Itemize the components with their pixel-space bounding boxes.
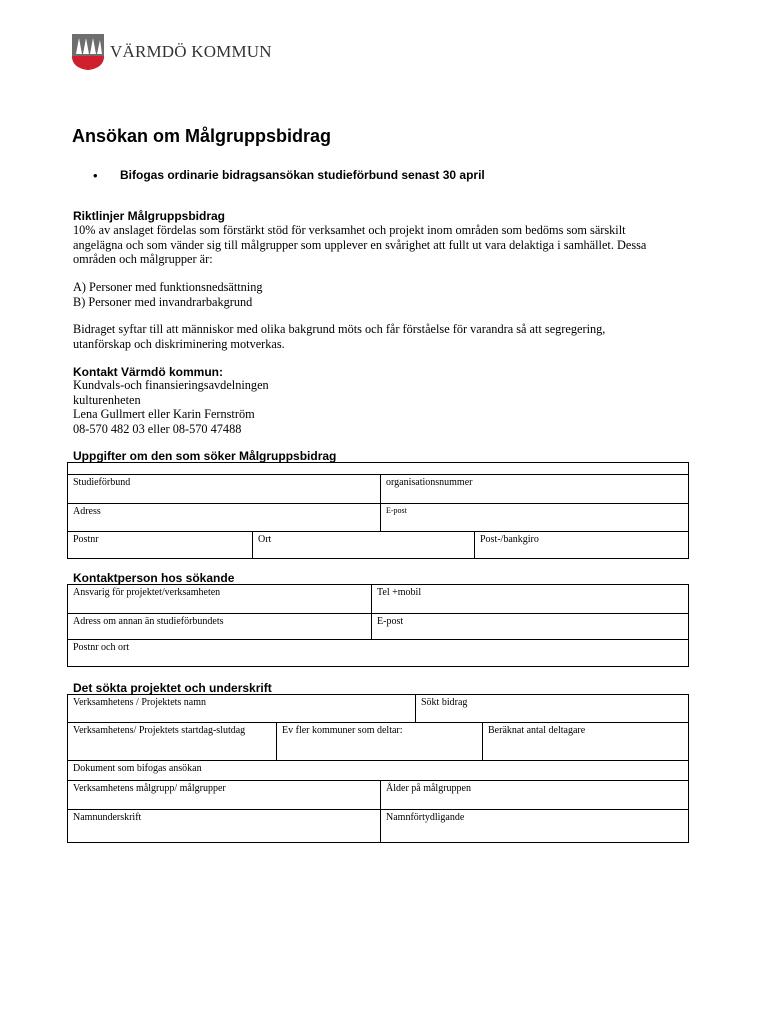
form-row <box>68 585 688 614</box>
form-top-row <box>68 463 688 475</box>
target-group-item: B) Personer med invandrarbakgrund <box>73 294 253 309</box>
field-label: Tel +mobil <box>377 587 422 598</box>
start-end-date-field[interactable] <box>68 723 276 760</box>
guidelines-line: 10% av anslaget fördelas som förstärkt stöd för verksamhet och projekt inom områden som bedöms som särskilt <box>73 223 626 237</box>
form-row <box>68 640 688 666</box>
contact-person-heading: Kontaktperson hos sökande <box>73 571 235 585</box>
field-label: Namnunderskrift <box>73 812 142 823</box>
target-group-item: A) Personer med funktionsnedsättning <box>73 280 263 294</box>
field-label: Ev fler kommuner som deltar: <box>282 725 403 736</box>
postnr-ort-field[interactable] <box>68 640 688 666</box>
form-row <box>68 475 688 504</box>
email-field[interactable] <box>380 504 688 531</box>
field-label: Beräknat antal deltagare <box>488 725 586 736</box>
field-label: Post-/bankgiro <box>480 534 539 545</box>
field-label: Ålder på målgruppen <box>386 783 471 794</box>
field-label: E-post <box>386 506 407 515</box>
other-municipalities-field[interactable] <box>276 723 482 760</box>
field-label: E-post <box>377 616 404 627</box>
requested-grant-field[interactable] <box>415 695 688 722</box>
field-label: Postnr och ort <box>73 642 130 653</box>
participants-field[interactable] <box>482 723 688 760</box>
contact-line: kulturenheten <box>73 392 141 407</box>
postnr-field[interactable] <box>68 532 252 558</box>
field-label: organisationsnummer <box>386 477 473 488</box>
purpose-line: utanförskap och diskriminering motverkas. <box>73 336 285 351</box>
purpose-line: Bidraget syftar till att människor med olika bakgrund möts och får förståelse för varandra så att segregering, <box>73 322 606 336</box>
target-group-field[interactable] <box>68 781 380 809</box>
field-label: Verksamhetens målgrupp/ målgrupper <box>73 783 226 794</box>
field-label: Adress om annan än studieförbundets <box>73 616 224 627</box>
municipality-logo <box>72 34 104 70</box>
page-title: Ansökan om Målgruppsbidrag <box>72 126 332 146</box>
applicant-form <box>67 462 689 559</box>
guidelines-line: angelägna och som vänder sig till målgrupper som upplever en svårighet att fullt ut vara delaktiga i samhället. Dessa <box>73 237 647 252</box>
contact-line: Lena Gullmert eller Karin Fernström <box>73 407 255 421</box>
applicant-section-heading: Uppgifter om den som söker Målgruppsbidrag <box>73 449 337 463</box>
address-field[interactable] <box>68 504 380 531</box>
purpose-text <box>73 322 693 351</box>
project-form <box>67 694 689 843</box>
form-row <box>68 504 688 532</box>
form-row <box>68 781 688 810</box>
field-label: Namnförtydligande <box>386 812 465 823</box>
orgnr-field[interactable] <box>380 475 688 503</box>
field-label: Sökt bidrag <box>421 697 468 708</box>
bullet-icon: • <box>93 168 98 183</box>
form-row <box>68 695 688 723</box>
bullet-instruction: Bifogas ordinarie bidragsansökan studieförbund senast 30 april <box>120 168 485 182</box>
project-section-heading: Det sökta projektet och underskrift <box>73 681 272 695</box>
phone-field[interactable] <box>371 585 688 613</box>
contact-line: Kundvals-och finansieringsavdelningen <box>73 378 269 392</box>
alt-address-field[interactable] <box>68 614 371 639</box>
attached-documents-field[interactable] <box>68 761 688 780</box>
age-field[interactable] <box>380 781 688 809</box>
guidelines-line: områden och målgrupper är: <box>73 252 213 266</box>
contact-info <box>73 378 269 436</box>
field-label: Ansvarig för projektet/verksamheten <box>73 587 221 598</box>
field-label: Ort <box>258 534 272 545</box>
form-row <box>68 532 688 558</box>
target-groups <box>73 280 263 309</box>
form-row <box>68 761 688 781</box>
guidelines-heading: Riktlinjer Målgruppsbidrag <box>73 209 226 223</box>
city-field[interactable] <box>252 532 474 558</box>
responsible-field[interactable] <box>68 585 371 613</box>
field-label: Verksamhetens / Projektets namn <box>73 697 207 708</box>
form-row <box>68 810 688 842</box>
field-label: Postnr <box>73 534 99 545</box>
contact-line: 08-570 482 03 eller 08-570 47488 <box>73 421 242 436</box>
org-name: VÄRMDÖ KOMMUN <box>110 42 272 61</box>
form-row <box>68 614 688 640</box>
name-clarification-field[interactable] <box>380 810 688 842</box>
field-label: Dokument som bifogas ansökan <box>73 763 202 774</box>
field-label: Verksamhetens/ Projektets startdag-slutdag <box>73 725 246 736</box>
signature-field[interactable] <box>68 810 380 842</box>
email-field[interactable] <box>371 614 688 639</box>
project-name-field[interactable] <box>68 695 415 722</box>
guidelines-text <box>73 223 693 267</box>
contact-heading: Kontakt Värmdö kommun: <box>73 365 224 379</box>
field-label: Studieförbund <box>73 477 131 488</box>
contact-person-form <box>67 584 689 667</box>
form-row <box>68 723 688 761</box>
bankgiro-field[interactable] <box>474 532 688 558</box>
field-label: Adress <box>73 506 101 517</box>
studieforbund-field[interactable] <box>68 475 380 503</box>
